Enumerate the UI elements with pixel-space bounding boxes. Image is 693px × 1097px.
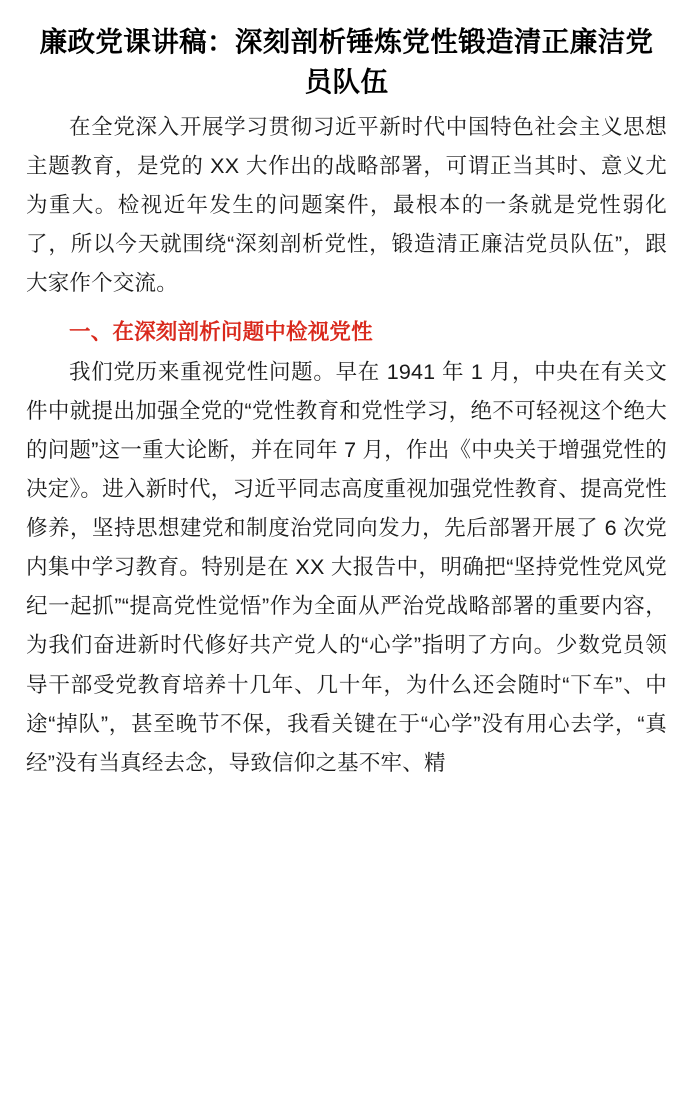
- paragraph-section-1-body: 我们党历来重视党性问题。早在 1941 年 1 月，中央在有关文件中就提出加强全党的“党性教育和党性学习，绝不可轻视这个绝大的问题”这一重大论断，并在同年 7 月，作出《中央关于增强党性的决定》。进入新时代，习近平同志高度重视加强党性教育、提高党性修养，坚持思想建党和制度治党同向发力，先后部署开展了 6 次党内集中学习教育。特别是在 XX 大报告中，明确把“坚持党性党风党纪一起抓”“提高党性觉悟”作为全面从严治党战略部署的重要内容，为我们奋进新时代修好共产党人的“心学”指明了方向。少数党员领导干部受党教育培养十几年、几十年，为什么还会随时“下车”、中途“掉队”，甚至晚节不保，我看关键在于“心学”没有用心去学，“真经”没有当真经去念，导致信仰之基不牢、精: [26, 359, 667, 775]
- page-title: 廉政党课讲稿：深刻剖析锤炼党性锻造清正廉洁党员队伍: [39, 26, 654, 97]
- paragraph-body-container: [26, 353, 667, 783]
- paragraph-intro: 在全党深入开展学习贯彻习近平新时代中国特色社会主义思想主题教育，是党的 XX 大作出的战略部署，可谓正当其时、意义尤为重大。检视近年发生的问题案件，最根本的一条就是党性弱化了，所以今天就围绕“深刻剖析党性，锻造清正廉洁党员队伍”，跟大家作个交流。: [26, 114, 667, 296]
- section-heading-1: 一、在深刻剖析问题中检视党性: [69, 320, 373, 345]
- paragraph-spacer: [26, 303, 667, 313]
